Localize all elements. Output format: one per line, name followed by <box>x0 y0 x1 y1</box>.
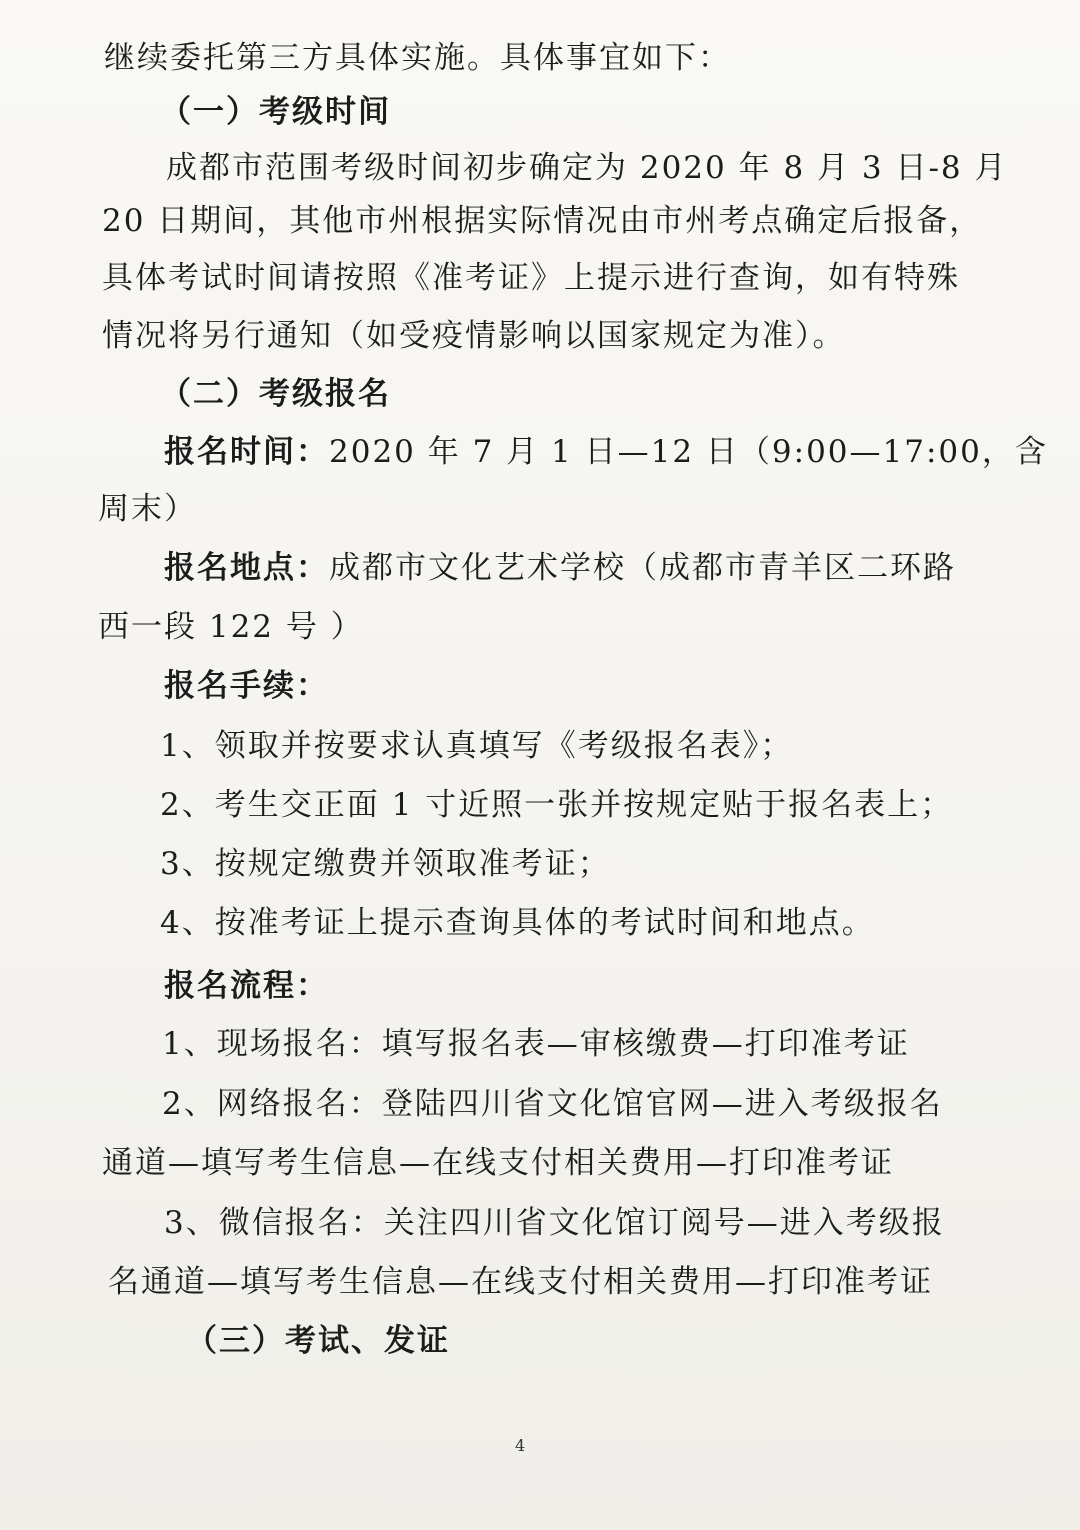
registration-place-value: 成都市文化艺术学校（成都市青羊区二环路 <box>329 550 956 586</box>
text-line: 继续委托第三方具体实施。具体事宜如下： <box>104 40 731 76</box>
registration-place-line <box>164 548 956 588</box>
process-item-cont: 通道—填写考生信息—在线支付相关费用—打印准考证 <box>102 1145 894 1181</box>
procedures-heading: 报名手续： <box>164 668 329 704</box>
process-item: 2、网络报名：登陆四川省文化馆官网—进入考级报名 <box>162 1086 943 1122</box>
text-line: 20 日期间，其他市州根据实际情况由市州考点确定后报备， <box>102 203 983 239</box>
text-line: 成都市范围考级时间初步确定为 2020 年 8 月 3 日-8 月 <box>166 150 1008 186</box>
section-heading-1: （一）考级时间 <box>160 94 391 130</box>
text-line: 具体考试时间请按照《准考证》上提示进行查询，如有特殊 <box>102 260 960 296</box>
process-item: 3、微信报名：关注四川省文化馆订阅号—进入考级报 <box>164 1205 945 1241</box>
registration-place-label: 报名地点： <box>164 550 329 586</box>
text-line: 周末） <box>98 491 197 527</box>
section-heading-3: （三）考试、发证 <box>186 1323 450 1359</box>
text-line: 情况将另行通知（如受疫情影响以国家规定为准）。 <box>102 318 846 354</box>
procedure-item: 4、按准考证上提示查询具体的考试时间和地点。 <box>160 905 875 941</box>
registration-time-label: 报名时间： <box>164 434 329 470</box>
process-heading: 报名流程： <box>164 968 329 1004</box>
process-item-cont: 名通道—填写考生信息—在线支付相关费用—打印准考证 <box>108 1264 933 1300</box>
registration-time-line <box>164 432 1048 472</box>
page-number: 4 <box>515 1436 526 1455</box>
registration-time-value: 2020 年 7 月 1 日—12 日（9:00—17:00，含 <box>329 434 1048 470</box>
procedure-item: 3、按规定缴费并领取准考证； <box>160 846 611 882</box>
procedure-item: 2、考生交正面 1 寸近照一张并按规定贴于报名表上； <box>160 787 954 823</box>
text-line: 西一段 122 号 ） <box>98 609 364 645</box>
procedure-item: 1、领取并按要求认真填写《考级报名表》； <box>160 728 794 764</box>
process-item: 1、现场报名：填写报名表—审核缴费—打印准考证 <box>162 1026 910 1062</box>
section-heading-2: （二）考级报名 <box>160 376 391 412</box>
